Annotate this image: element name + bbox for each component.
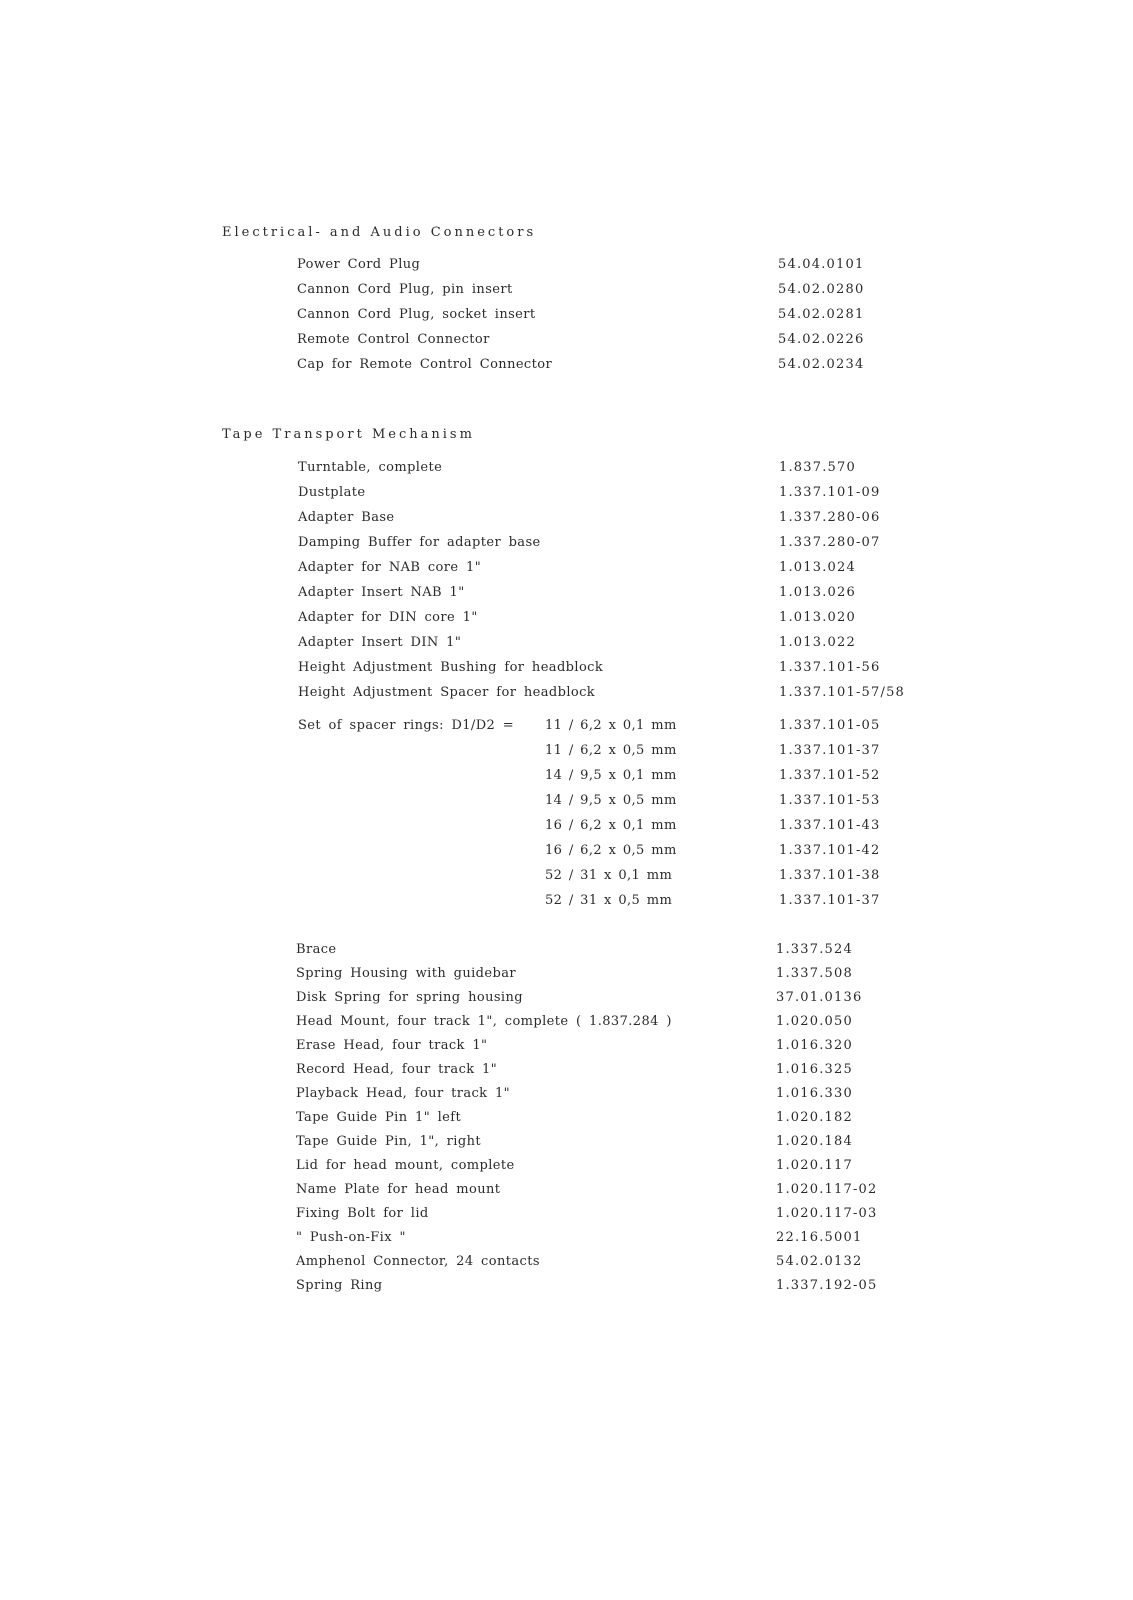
spacer-ring-dimension: 11 / 6,2 x 0,5 mm (545, 743, 677, 758)
part-description: Spring Housing with guidebar (296, 966, 516, 981)
part-number: 1.337.101-37 (779, 743, 881, 758)
list-item (0, 660, 1133, 684)
spacer-ring-dimension: 52 / 31 x 0,5 mm (545, 893, 673, 908)
part-number: 1.337.101-37 (779, 893, 881, 908)
list-item (0, 485, 1133, 509)
part-description: Tape Guide Pin 1" left (296, 1110, 462, 1125)
spacer-rings-label: Set of spacer rings: D1/D2 = (298, 718, 515, 733)
part-description: Name Plate for head mount (296, 1182, 501, 1197)
part-description: Adapter for NAB core 1" (298, 560, 482, 575)
part-description: Brace (296, 942, 337, 957)
part-number: 1.016.320 (776, 1038, 853, 1053)
list-item (0, 1158, 1133, 1182)
part-description: Playback Head, four track 1" (296, 1086, 511, 1101)
list-item (0, 1086, 1133, 1110)
part-number: 1.337.101-38 (779, 868, 881, 883)
part-description: Spring Ring (296, 1278, 383, 1293)
part-description: Adapter Insert DIN 1" (298, 635, 462, 650)
list-item (0, 610, 1133, 634)
part-number: 1.013.020 (779, 610, 856, 625)
part-number: 1.020.117-02 (776, 1182, 878, 1197)
spacer-ring-dimension: 11 / 6,2 x 0,1 mm (545, 718, 677, 733)
part-description: Cap for Remote Control Connector (297, 357, 553, 372)
part-number: 1.337.101-05 (779, 718, 881, 733)
part-number: 1.337.524 (776, 942, 853, 957)
part-description: Record Head, four track 1" (296, 1062, 498, 1077)
part-number: 1.013.026 (779, 585, 856, 600)
part-number: 1.337.280-07 (779, 535, 881, 550)
section-heading-connectors: Electrical- and Audio Connectors (222, 225, 537, 240)
part-number: 1.837.570 (779, 460, 856, 475)
part-number: 1.337.101-56 (779, 660, 881, 675)
list-item (0, 460, 1133, 484)
spacer-ring-dimension: 14 / 9,5 x 0,1 mm (545, 768, 677, 783)
list-item (0, 332, 1133, 356)
list-item (0, 1014, 1133, 1038)
part-number: 1.016.325 (776, 1062, 853, 1077)
part-description: Head Mount, four track 1", complete ( 1.837.284 ) (296, 1014, 672, 1029)
spacer-ring-row (0, 718, 1133, 742)
part-number: 1.337.192-05 (776, 1278, 878, 1293)
part-description: Adapter for DIN core 1" (298, 610, 478, 625)
list-item (0, 585, 1133, 609)
list-item (0, 1254, 1133, 1278)
list-item (0, 1278, 1133, 1302)
part-number: 22.16.5001 (776, 1230, 863, 1245)
part-description: Cannon Cord Plug, socket insert (297, 307, 536, 322)
list-item (0, 942, 1133, 966)
part-description: Remote Control Connector (297, 332, 490, 347)
part-description: Power Cord Plug (297, 257, 421, 272)
part-number: 1.020.182 (776, 1110, 853, 1125)
part-number: 54.02.0234 (778, 357, 865, 372)
part-description: Lid for head mount, complete (296, 1158, 515, 1173)
part-description: Damping Buffer for adapter base (298, 535, 541, 550)
part-number: 1.020.050 (776, 1014, 853, 1029)
list-item (0, 257, 1133, 281)
spacer-ring-row (0, 818, 1133, 842)
list-item (0, 1182, 1133, 1206)
part-description: Erase Head, four track 1" (296, 1038, 488, 1053)
part-number: 1.013.024 (779, 560, 856, 575)
spacer-ring-row (0, 793, 1133, 817)
list-item (0, 560, 1133, 584)
part-number: 1.013.022 (779, 635, 856, 650)
list-item (0, 1230, 1133, 1254)
spacer-ring-dimension: 16 / 6,2 x 0,1 mm (545, 818, 677, 833)
part-description: Amphenol Connector, 24 contacts (296, 1254, 540, 1269)
list-item (0, 282, 1133, 306)
list-item (0, 966, 1133, 990)
list-item (0, 535, 1133, 559)
part-number: 1.337.101-53 (779, 793, 881, 808)
list-item (0, 685, 1133, 709)
spacer-ring-row (0, 893, 1133, 917)
part-number: 1.020.117-03 (776, 1206, 878, 1221)
part-number: 1.016.330 (776, 1086, 853, 1101)
part-number: 1.337.508 (776, 966, 853, 981)
part-number: 1.020.117 (776, 1158, 853, 1173)
part-description: Height Adjustment Bushing for headblock (298, 660, 604, 675)
part-description: Height Adjustment Spacer for headblock (298, 685, 596, 700)
part-number: 54.02.0226 (778, 332, 865, 347)
part-description: Fixing Bolt for lid (296, 1206, 429, 1221)
list-item (0, 1038, 1133, 1062)
spacer-ring-row (0, 768, 1133, 792)
part-number: 1.020.184 (776, 1134, 853, 1149)
list-item (0, 1206, 1133, 1230)
spacer-ring-row (0, 843, 1133, 867)
part-description: Disk Spring for spring housing (296, 990, 523, 1005)
part-description: Turntable, complete (298, 460, 443, 475)
part-number: 54.02.0132 (776, 1254, 863, 1269)
part-number: 1.337.101-43 (779, 818, 881, 833)
list-item (0, 1062, 1133, 1086)
spacer-ring-dimension: 16 / 6,2 x 0,5 mm (545, 843, 677, 858)
part-number: 37.01.0136 (776, 990, 863, 1005)
spacer-ring-dimension: 52 / 31 x 0,1 mm (545, 868, 673, 883)
spacer-ring-row (0, 868, 1133, 892)
part-description: Tape Guide Pin, 1", right (296, 1134, 481, 1149)
spacer-ring-row (0, 743, 1133, 767)
list-item (0, 1134, 1133, 1158)
spacer-ring-dimension: 14 / 9,5 x 0,5 mm (545, 793, 677, 808)
part-number: 1.337.101-42 (779, 843, 881, 858)
section-heading-tape-transport: Tape Transport Mechanism (222, 427, 475, 442)
part-description: Adapter Base (298, 510, 395, 525)
part-description: Adapter Insert NAB 1" (298, 585, 465, 600)
part-number: 54.04.0101 (778, 257, 865, 272)
list-item (0, 307, 1133, 331)
part-description: Dustplate (298, 485, 366, 500)
part-number: 1.337.101-52 (779, 768, 881, 783)
part-number: 1.337.101-57/58 (779, 685, 906, 700)
part-number: 1.337.101-09 (779, 485, 881, 500)
part-number: 1.337.280-06 (779, 510, 881, 525)
list-item (0, 990, 1133, 1014)
part-description: Cannon Cord Plug, pin insert (297, 282, 513, 297)
list-item (0, 1110, 1133, 1134)
list-item (0, 635, 1133, 659)
part-description: " Push-on-Fix " (296, 1230, 406, 1245)
part-number: 54.02.0281 (778, 307, 865, 322)
part-number: 54.02.0280 (778, 282, 865, 297)
list-item (0, 510, 1133, 534)
list-item (0, 357, 1133, 381)
